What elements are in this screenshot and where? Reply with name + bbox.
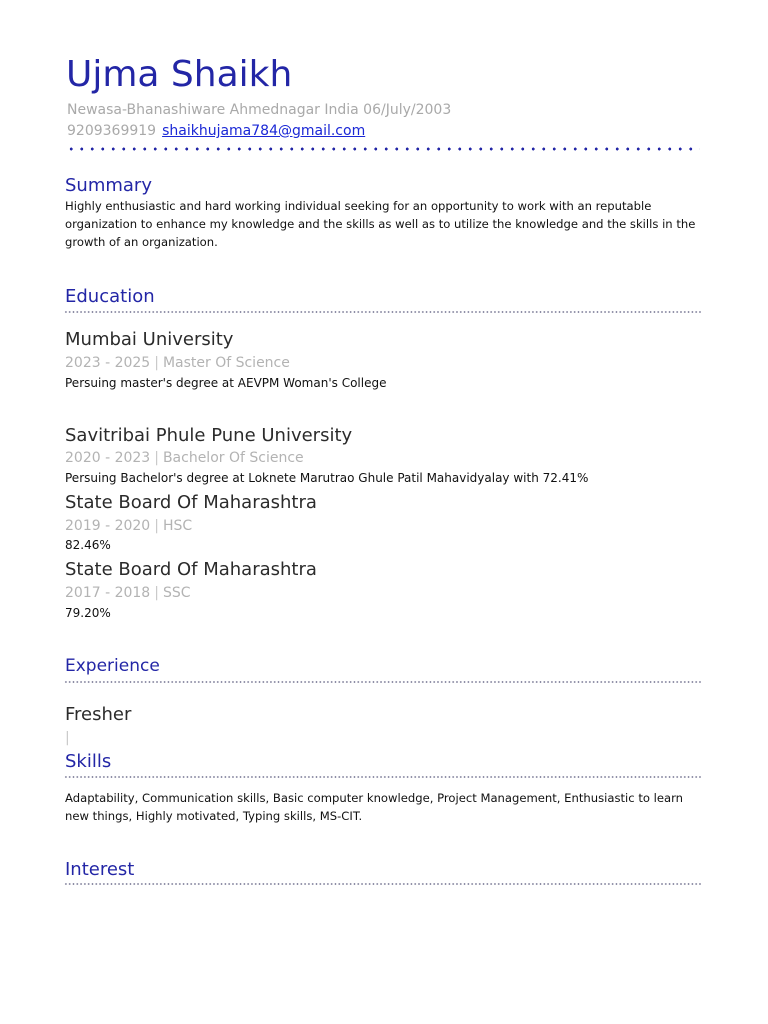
summary-text: Highly enthusiastic and hard working individual seeking for an opportunity to work with an reputable organization to enhance my knowledge and the skills as well as to utilize the knowledge and the skills in the growth of an organization. [65, 199, 696, 249]
header-divider [66, 147, 700, 151]
education-meta [65, 354, 290, 372]
candidate-name: Ujma Shaikh [66, 54, 293, 95]
education-heading: Education [65, 286, 155, 307]
education-detail: 79.20% [65, 606, 111, 620]
education-degree: SSC [162, 585, 191, 601]
experience-divider [64, 681, 702, 683]
address-and-dob: Newasa-Bhanashiware Ahmednagar India 06/July/2003 [67, 102, 452, 118]
education-detail: 82.46% [65, 538, 111, 552]
skills-text: Adaptability, Communication skills, Basic computer knowledge, Project Management, Enthusiastic to learn new things, Highly motivated, Typing skills, MS-CIT. [65, 791, 684, 823]
education-degree: Bachelor Of Science [162, 450, 304, 466]
education-institution: Mumbai University [65, 329, 234, 350]
education-degree: HSC [162, 518, 193, 534]
education-divider [64, 311, 702, 313]
experience-heading: Experience [65, 656, 160, 676]
education-meta [65, 584, 191, 602]
interest-divider [64, 883, 702, 885]
education-years: 2019 - 2020 [65, 518, 151, 534]
education-institution: State Board Of Maharashtra [65, 492, 317, 513]
phone-number: 9209369919 [67, 123, 157, 139]
email-link[interactable]: shaikhujama784@gmail.com [162, 123, 366, 139]
meta-separator: | [154, 585, 159, 601]
contact-line [67, 122, 365, 140]
interest-heading: Interest [65, 859, 135, 880]
experience-role: Fresher [65, 704, 132, 725]
education-meta [65, 517, 192, 535]
summary-heading: Summary [65, 175, 152, 196]
experience-meta: | [65, 730, 70, 746]
education-detail: Persuing Bachelor's degree at Loknete Marutrao Ghule Patil Mahavidyalay with 72.41% [65, 471, 589, 485]
meta-separator: | [154, 518, 159, 534]
meta-separator: | [154, 450, 159, 466]
education-degree: Master Of Science [162, 355, 290, 371]
education-years: 2020 - 2023 [65, 450, 151, 466]
education-institution: Savitribai Phule Pune University [65, 425, 353, 446]
education-institution: State Board Of Maharashtra [65, 559, 317, 580]
meta-separator: | [154, 355, 159, 371]
skills-heading: Skills [65, 751, 112, 772]
education-meta [65, 449, 304, 467]
education-years: 2023 - 2025 [65, 355, 151, 371]
education-years: 2017 - 2018 [65, 585, 151, 601]
education-detail: Persuing master's degree at AEVPM Woman's College [65, 376, 387, 390]
skills-divider [64, 776, 702, 778]
